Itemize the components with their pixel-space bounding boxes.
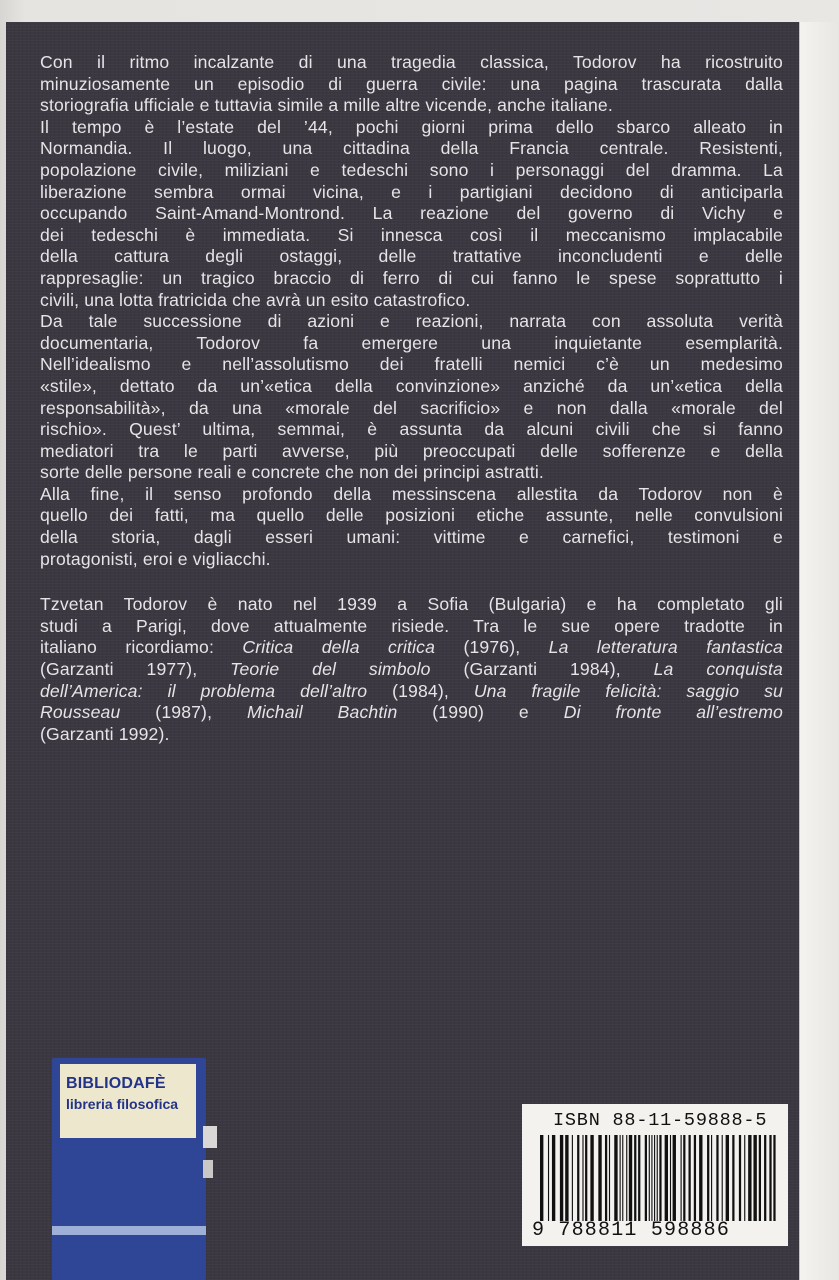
barcode-bar <box>683 1135 685 1221</box>
text-line: della storia, dagli esseri umani: vittime e carnefici, testimoni e <box>40 527 783 548</box>
text-line: quello dei fatti, ma quello delle posizioni etiche assunte, nelle convulsioni <box>40 505 783 526</box>
barcode-bar <box>614 1135 617 1221</box>
isbn-number: ISBN 88-11-59888-5 <box>553 1110 768 1131</box>
text-line: liberazione sembra ormai vicina, e i partigiani decidono di anticiparla <box>40 181 783 202</box>
barcode-bar <box>620 1135 621 1221</box>
barcode-bar <box>565 1135 568 1221</box>
text-span: (1990) e <box>397 702 564 723</box>
barcode-bar <box>654 1135 655 1221</box>
text-span: (Garzanti 1977), <box>40 659 231 680</box>
book-title: Critica della critica <box>242 637 436 658</box>
text-line: rappresaglie: un tragico braccio di ferro di cui fanno le spese soprattutto i <box>40 267 783 288</box>
text-line: studi a Parigi, dove attualmente risiede. Tra le sue opere tradotte in <box>40 615 783 636</box>
text-line: popolazione civile, miliziani e tedeschi sono i personaggi del dramma. La <box>40 159 783 180</box>
barcode-bar <box>688 1135 690 1221</box>
security-tag <box>203 1126 217 1148</box>
barcode-bar <box>748 1135 751 1221</box>
text-line: (Garzanti 1992). <box>40 723 170 744</box>
barcode-bar <box>634 1135 636 1221</box>
barcode-bar <box>681 1135 682 1221</box>
book-title: La letteratura fantastica <box>548 637 783 658</box>
barcode-bar <box>609 1135 610 1221</box>
barcode-bar <box>626 1135 627 1221</box>
book-title: Di fronte all’estremo <box>563 702 783 723</box>
barcode-bar <box>711 1135 712 1221</box>
text-line: Tzvetan Todorov è nato nel 1939 a Sofia (Bulgaria) e ha completato gli <box>40 594 783 615</box>
text-span: (1976), <box>435 637 549 658</box>
book-title: Teorie del simbolo <box>230 659 431 680</box>
barcode-bar <box>769 1135 771 1221</box>
barcode-bar <box>582 1135 583 1221</box>
text-line: rischio». Quest’ ultima, semmai, è assunta da alcuni civili che si fanno <box>40 419 783 440</box>
barcode-bar <box>585 1135 587 1221</box>
text-line: Alla fine, il senso profondo della messinscena allestita da Todorov non è <box>40 483 783 504</box>
spine-edge <box>799 22 839 1280</box>
barcode-bar <box>590 1135 593 1221</box>
barcode-bar <box>744 1135 745 1221</box>
text-line: Il tempo è l’estate del ’44, pochi giorni prima dello sbarco alleato in <box>40 116 783 137</box>
barcode-bar <box>722 1135 723 1221</box>
blurb-paragraph-1 <box>40 52 783 117</box>
barcode-bar <box>651 1135 652 1221</box>
sticker-title: BIBLIODAFÈ <box>66 1075 166 1092</box>
text-line: mediatori tra le parti avverse, più preoccupati delle sofferenze e della <box>40 440 783 461</box>
blurb-paragraph-2 <box>40 117 783 311</box>
text-line: civili, una lotta fratricida che avrà un esito catastrofico. <box>40 289 471 310</box>
blurb-paragraph-3 <box>40 311 783 484</box>
barcode-bar <box>673 1135 676 1221</box>
barcode-bar <box>540 1135 543 1221</box>
text-line <box>40 659 783 681</box>
book-title: La conquista <box>653 659 783 680</box>
book-title: Michail Bachtin <box>246 702 398 723</box>
text-span: (Garzanti 1984), <box>430 659 654 680</box>
barcode-image <box>540 1135 776 1221</box>
book-title: Una fragile felicità: saggio su <box>473 680 783 701</box>
book-title: dell’America: il problema dell’altro <box>40 680 368 701</box>
barcode-bar <box>560 1135 563 1221</box>
text-line: dei tedeschi è immediata. Si innesca così il meccanismo implacabile <box>40 224 783 245</box>
text-line: Con il ritmo incalzante di una tragedia classica, Todorov ha ricostruito <box>40 52 783 72</box>
barcode-bar <box>670 1135 671 1221</box>
barcode-bar <box>598 1135 601 1221</box>
text-line: protagonisti, eroi e vigliacchi. <box>40 548 271 569</box>
text-line: sorte delle persone reali e concrete che non dei principi astratti. <box>40 462 544 483</box>
text-line <box>40 702 783 724</box>
barcode-bar <box>577 1135 579 1221</box>
text-span: (1987), <box>120 702 247 723</box>
barcode-bar <box>649 1135 650 1221</box>
barcode-bar <box>645 1135 647 1221</box>
book-title: Rousseau <box>40 702 121 723</box>
barcode-bar <box>759 1135 761 1221</box>
barcode-bar <box>716 1135 718 1221</box>
text-line: responsabilità», da una «morale del sacrificio» e non dalla «morale del <box>40 397 783 418</box>
sticker-subtitle: libreria filosofica <box>66 1096 179 1112</box>
barcode-bar <box>773 1135 775 1221</box>
text-line: della cattura degli ostaggi, delle trattative inconcludenti e delle <box>40 246 783 267</box>
barcode-bar <box>638 1135 640 1221</box>
text-line: Da tale successione di azioni e reazioni, narrata con assoluta verità <box>40 311 783 332</box>
barcode-bar <box>699 1135 702 1221</box>
barcode-bar <box>665 1135 668 1221</box>
blurb-text <box>40 52 783 745</box>
blurb-paragraph-4 <box>40 484 783 570</box>
barcode-bar <box>726 1135 729 1221</box>
barcode-bar <box>657 1135 658 1221</box>
security-tag <box>203 1160 213 1178</box>
text-line <box>40 637 783 659</box>
barcode-bar <box>659 1135 661 1221</box>
barcode-bar <box>552 1135 555 1221</box>
author-bio <box>40 594 783 745</box>
ean-number: 9 788811 598886 <box>532 1219 731 1242</box>
text-line: storiografia ufficiale e tuttavia simile a mille altre vicende, anche italiane. <box>40 95 613 116</box>
barcode-bar <box>694 1135 696 1221</box>
sticker-stripe <box>52 1226 206 1235</box>
text-line: occupando Saint-Amand-Montrond. La reazione del governo di Vichy e <box>40 203 783 224</box>
barcode-bar <box>622 1135 623 1221</box>
text-line: minuziosamente un episodio di guerra civile: una pagina trascurata dalla <box>40 73 783 94</box>
barcode-bar <box>707 1135 709 1221</box>
barcode-bar <box>629 1135 632 1221</box>
text-line: documentaria, Todorov fa emergere una inquietante esemplarità. <box>40 332 783 353</box>
barcode-bar <box>548 1135 549 1221</box>
barcode-bar <box>605 1135 607 1221</box>
text-line: Nell’idealismo e nell’assolutismo dei fratelli nemici c’è un medesimo <box>40 354 783 375</box>
barcode-bar <box>739 1135 741 1221</box>
text-span: (1984), <box>367 680 474 701</box>
barcode-bar <box>764 1135 766 1221</box>
barcode-bar <box>753 1135 756 1221</box>
text-line: Normandia. Il luogo, una cittadina della Francia centrale. Resistenti, <box>40 138 783 159</box>
text-line: «stile», dettato da un’«etica della convinzione» anziché da un’«etica della <box>40 375 783 396</box>
text-line <box>40 681 783 703</box>
barcode-bar <box>732 1135 734 1221</box>
text-span: italiano ricordiamo: <box>40 637 243 658</box>
barcode-bar <box>572 1135 573 1221</box>
